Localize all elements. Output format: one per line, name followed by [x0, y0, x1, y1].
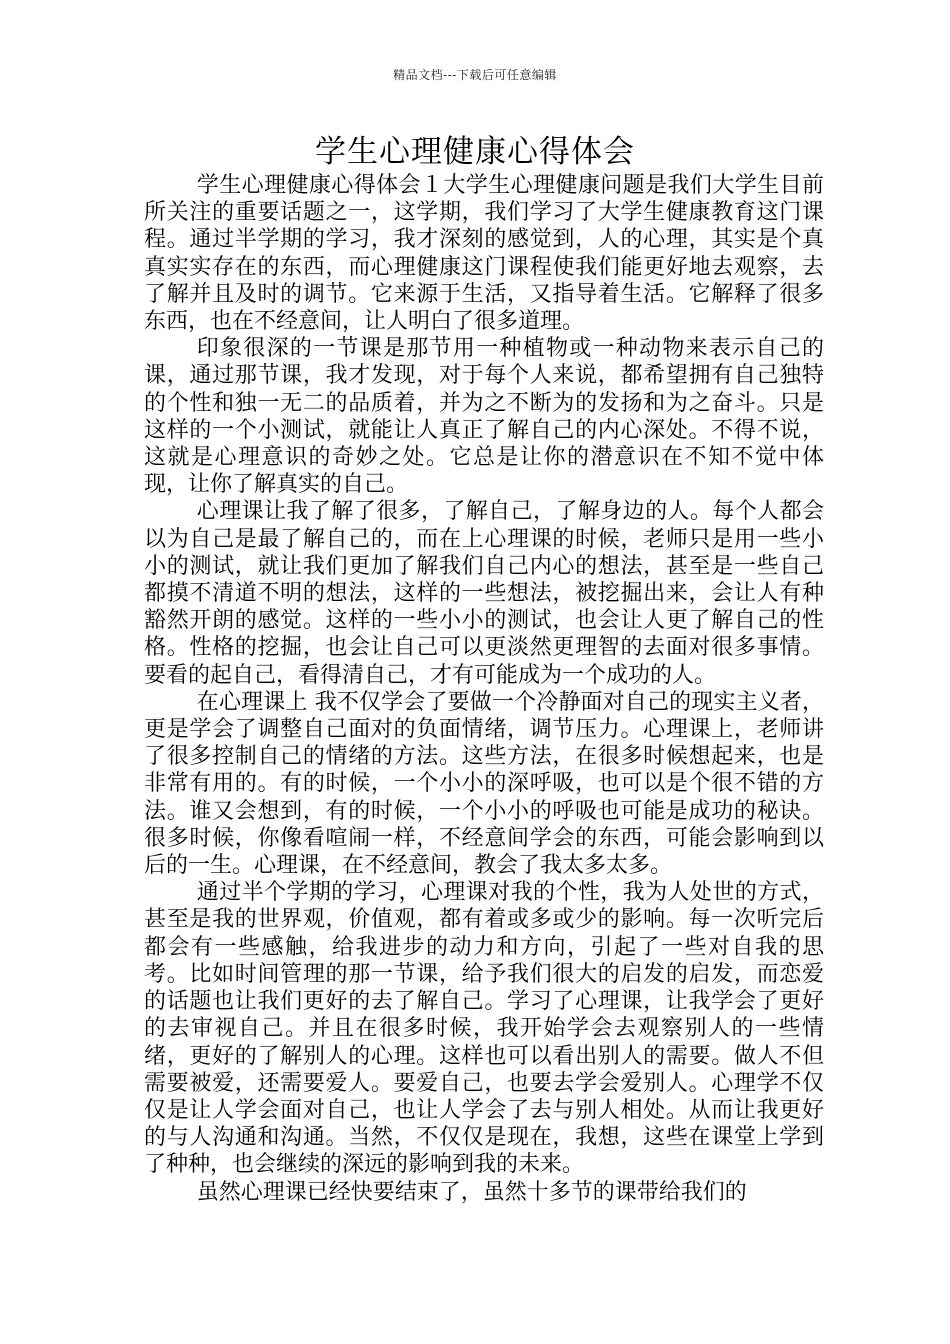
paragraph: 在心理课上 我不仅学会了要做一个冷静面对自己的现实主义者，更是学会了调整自己面对的负面情绪，调节压力。心理课上，老师讲了很多控制自己的情绪的方法。这些方法，在很多时候想起来，也是非常有用的。有的时候，一个小小的深呼吸，也可以是个很不错的方法。谁又会想到，有的时候，一个小小的呼吸也可能是成功的秘诀。很多时候，你像看喧闹一样，不经意间学会的东西，可能会影响到以后的一生。心理课，在不经意间，教会了我太多太多。 — [144, 689, 824, 879]
document-title: 学生心理健康心得体会 — [315, 134, 635, 170]
paragraph: 虽然心理课已经快要结束了，虽然十多节的课带给我们的 — [196, 1179, 747, 1205]
document-body — [144, 172, 824, 1206]
paragraph: 通过半个学期的学习，心理课对我的个性，我为人处世的方式，甚至是我的世界观，价值观，都有着或多或少的影响。每一次听完后都会有一些感触，给我进步的动力和方向，引起了一些对自我的思考。比如时间管理的那一节课，给予我们很大的启发的启发，而恋爱的话题也让我们更好的去了解自己。学习了心理课，让我学会了更好的去审视自己。并且在很多时候，我开始学会去观察别人的一些情绪，更好的了解别人的心理。这样也可以看出别人的需要。做人不但需要被爱，还需要爱人。要爱自己，也要去学会爱别人。心理学不仅仅是让人学会面对自己，也让人学会了去与别人相处。从而让我更好的与人沟通和沟通。当然，不仅仅是现在，我想，这些在课堂上学到了种种，也会继续的深远的影响到我的未来。 — [144, 880, 824, 1178]
paragraph: 印象很深的一节课是那节用一种植物或一种动物来表示自己的课，通过那节课，我才发现，对于每个人来说，都希望拥有自己独特的个性和独一无二的品质着，并为之不断为的发扬和为之奋斗。只是这样的一个小测试，就能让人真正了解自己的内心深处。不得不说，这就是心理意识的奇妙之处。它总是让你的潜意识在不知不觉中体现，让你了解真实的自己。 — [144, 336, 824, 498]
paragraph: 学生心理健康心得体会１大学生心理健康问题是我们大学生目前所关注的重要话题之一，这学期，我们学习了大学生健康教育这门课程。通过半学期的学习，我才深刻的感觉到，人的心理，其实是个真真实实存在的东西，而心理健康这门课程使我们能更好地去观察，去了解并且及时的调节。它来源于生活，又指导着生活。它解释了很多东西，也在不经意间，让人明白了很多道理。 — [144, 173, 824, 335]
paragraph: 心理课让我了解了很多，了解自己，了解身边的人。每个人都会以为自己是最了解自己的，而在上心理课的时候，老师只是用一些小小的测试，就让我们更加了解我们自己内心的想法，甚至是一些自己都摸不清道不明的想法，这样的一些想法，被挖掘出来，会让人有种豁然开朗的感觉。这样的一些小小的测试，也会让人更了解自己的性格。性格的挖掘，也会让自己可以更淡然更理智的去面对很多事情。要看的起自己，看得清自己，才有可能成为一个成功的人。 — [144, 499, 824, 688]
header-note: 精品文档---下载后可任意编辑 — [393, 68, 557, 82]
